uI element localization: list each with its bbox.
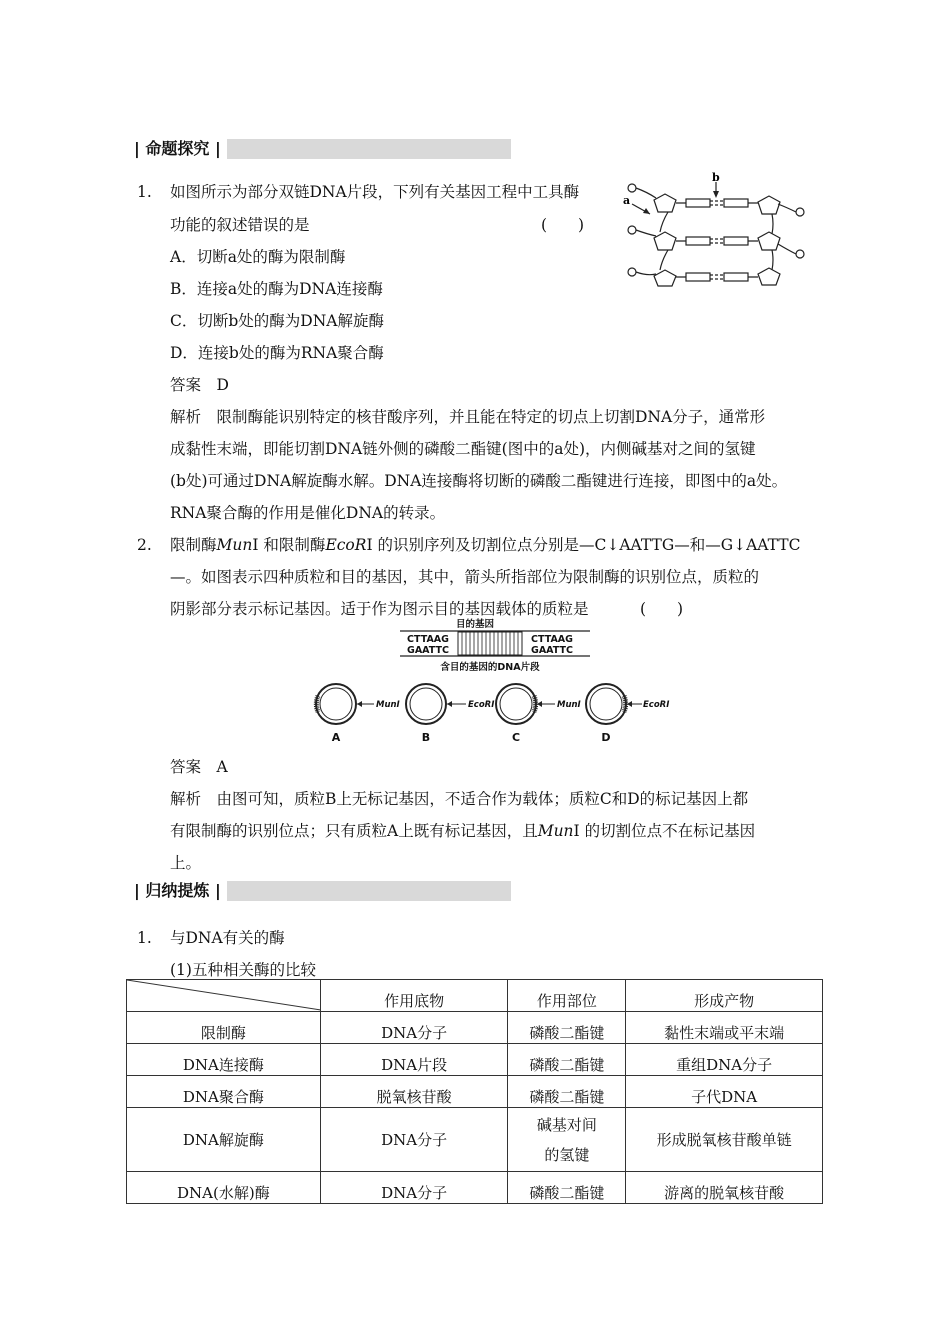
- table-cell: DNA片段: [320, 1044, 508, 1076]
- seq-right-top: CTTAAG: [531, 634, 573, 645]
- q1-answer: 答案 D: [170, 376, 229, 394]
- table-cell: 磷酸二酯键: [508, 1044, 626, 1076]
- q1-number: 1.: [137, 183, 152, 201]
- table-cell: DNA(水解)酶: [127, 1172, 321, 1204]
- table-row: [127, 1172, 823, 1204]
- table-cell: DNA聚合酶: [127, 1076, 321, 1108]
- q1-stem-line2: 功能的叙述错误的是: [170, 216, 310, 234]
- table-header-cell: 作用底物: [320, 980, 508, 1012]
- q2-stem-line2: —。如图表示四种质粒和目的基因，其中，箭头所指部位为限制酶的识别位点，质粒的: [170, 568, 760, 586]
- base-rect: [686, 273, 710, 281]
- label-a: a: [623, 194, 631, 207]
- plasmid-c-enzyme: MunI: [557, 700, 581, 710]
- label-b: b: [712, 172, 720, 184]
- plasmid-d: [586, 684, 669, 744]
- plasmid-d-letter: D: [601, 731, 611, 744]
- table-cell: 子代DNA: [626, 1076, 823, 1108]
- table-cell: 限制酶: [127, 1012, 321, 1044]
- q1-analysis-line2: 成黏性末端，即能切割DNA链外侧的磷酸二酯键(图中的a处)，内侧碱基对之间的氢键: [170, 440, 756, 458]
- dna-double-strand-figure: [612, 172, 822, 287]
- table-cell: [508, 1108, 626, 1172]
- phosphate-circle: [628, 268, 636, 276]
- table-cell: 黏性末端或平末端: [626, 1012, 823, 1044]
- table-cell: 形成脱氧核苷酸单链: [626, 1108, 823, 1172]
- summary-item-number: 1.: [137, 929, 152, 947]
- q1-option-b: B．连接a处的酶为DNA连接酶: [170, 280, 383, 298]
- phosphate-circle: [796, 208, 804, 216]
- q1-option-a: A．切断a处的酶为限制酶: [170, 248, 346, 266]
- table-cell: DNA分子: [320, 1108, 508, 1172]
- table-header-row: [127, 980, 823, 1012]
- section-title-explore: | 命题探究 |: [128, 139, 227, 159]
- seq-right-bottom: GAATTC: [531, 645, 573, 656]
- summary-item-title: 与DNA有关的酶: [170, 929, 285, 947]
- phosphate-circle: [628, 184, 636, 192]
- table-cell: DNA分子: [320, 1172, 508, 1204]
- phosphate-circle: [796, 250, 804, 258]
- plasmid-a: [316, 684, 400, 744]
- seq-left-bottom: GAATTC: [407, 645, 449, 656]
- seq-left-top: CTTAAG: [407, 634, 449, 645]
- table-cell-line: 的氢键: [544, 1145, 590, 1164]
- diagonal-line: [127, 980, 321, 1012]
- base-rect: [724, 199, 748, 207]
- dna-segment-caption: 含目的基因的DNA片段: [440, 662, 540, 673]
- q2-analysis-line3: 上。: [170, 854, 202, 872]
- table-cell: DNA解旋酶: [127, 1108, 321, 1172]
- plasmid-b-letter: B: [421, 731, 431, 744]
- q1-option-c: C．切断b处的酶为DNA解旋酶: [170, 312, 384, 330]
- q2-answer: 答案 A: [170, 758, 228, 776]
- sugar-pentagon: [654, 270, 676, 286]
- table-header-cell: 形成产物: [626, 980, 823, 1012]
- table-cell: 磷酸二酯键: [508, 1076, 626, 1108]
- table-cell: 磷酸二酯键: [508, 1172, 626, 1204]
- q2-number: 2.: [137, 536, 152, 554]
- sugar-pentagon: [758, 268, 780, 285]
- plasmid-c: [496, 684, 581, 744]
- table-cell: 游离的脱氧核苷酸: [626, 1172, 823, 1204]
- base-rect: [686, 199, 710, 207]
- summary-sub-title: (1)五种相关酶的比较: [170, 961, 316, 979]
- plasmid-a-letter: A: [331, 731, 341, 744]
- q1-stem-line1: 如图所示为部分双链DNA片段，下列有关基因工程中工具酶: [170, 183, 580, 201]
- q1-paren: ( ): [541, 216, 585, 234]
- sugar-pentagon: [758, 232, 780, 250]
- table-cell: 重组DNA分子: [626, 1044, 823, 1076]
- q1-analysis-line1: 解析 限制酶能识别特定的核苷酸序列，并且能在特定的切点上切割DNA分子，通常形: [170, 408, 766, 426]
- sugar-pentagon: [654, 194, 676, 212]
- plasmid-b-enzyme: EcoRI: [468, 700, 495, 710]
- table-row: [127, 1076, 823, 1108]
- table-row: [127, 1044, 823, 1076]
- q2-stem-line3: 阴影部分表示标记基因。适于作为图示目的基因载体的质粒是: [170, 600, 589, 618]
- plasmid-figure: [300, 617, 680, 747]
- q2-analysis-line1: 解析 由图可知，质粒B上无标记基因，不适合作为载体；质粒C和D的标记基因上都: [170, 790, 749, 808]
- base-rect: [724, 273, 748, 281]
- q2-stem-line1: 限制酶MunⅠ 和限制酶EcoRⅠ 的识别序列及切割位点分别是—C↓AATTG—和—G↓AATTC: [170, 536, 801, 554]
- base-rect: [724, 237, 748, 245]
- table-header-cell: 作用部位: [508, 980, 626, 1012]
- q1-analysis-line4: RNA聚合酶的作用是催化DNA的转录。: [170, 504, 446, 522]
- table-cell-line: 碱基对间: [536, 1115, 597, 1134]
- table-cell: DNA连接酶: [127, 1044, 321, 1076]
- table-cell: 脱氧核苷酸: [320, 1076, 508, 1108]
- section-title-summary: | 归纳提炼 |: [128, 881, 227, 901]
- plasmid-b: [406, 684, 494, 744]
- table-cell: DNA分子: [320, 1012, 508, 1044]
- q1-analysis-line3: (b处)可通过DNA解旋酶水解。DNA连接酶将切断的磷酸二酯键进行连接，即图中的a处。: [170, 472, 788, 490]
- q2-analysis-line2: 有限制酶的识别位点；只有质粒A上既有标记基因，且MunⅠ 的切割位点不在标记基因: [170, 822, 756, 840]
- table-corner-cell: [127, 980, 321, 1012]
- table-row: [127, 1108, 823, 1172]
- q1-option-d: D．连接b处的酶为RNA聚合酶: [170, 344, 384, 362]
- sugar-pentagon: [654, 232, 676, 250]
- gene-label: 目的基因: [455, 619, 495, 630]
- plasmid-a-enzyme: MunI: [376, 700, 400, 710]
- q2-paren: ( ): [640, 600, 684, 618]
- phosphate-circle: [628, 226, 636, 234]
- plasmid-c-letter: C: [511, 731, 521, 744]
- enzyme-comparison-table: [126, 979, 823, 1204]
- plasmid-d-enzyme: EcoRI: [643, 700, 670, 710]
- table-row: [127, 1012, 823, 1044]
- base-rect: [686, 237, 710, 245]
- sugar-pentagon: [758, 196, 780, 214]
- table-cell: 磷酸二酯键: [508, 1012, 626, 1044]
